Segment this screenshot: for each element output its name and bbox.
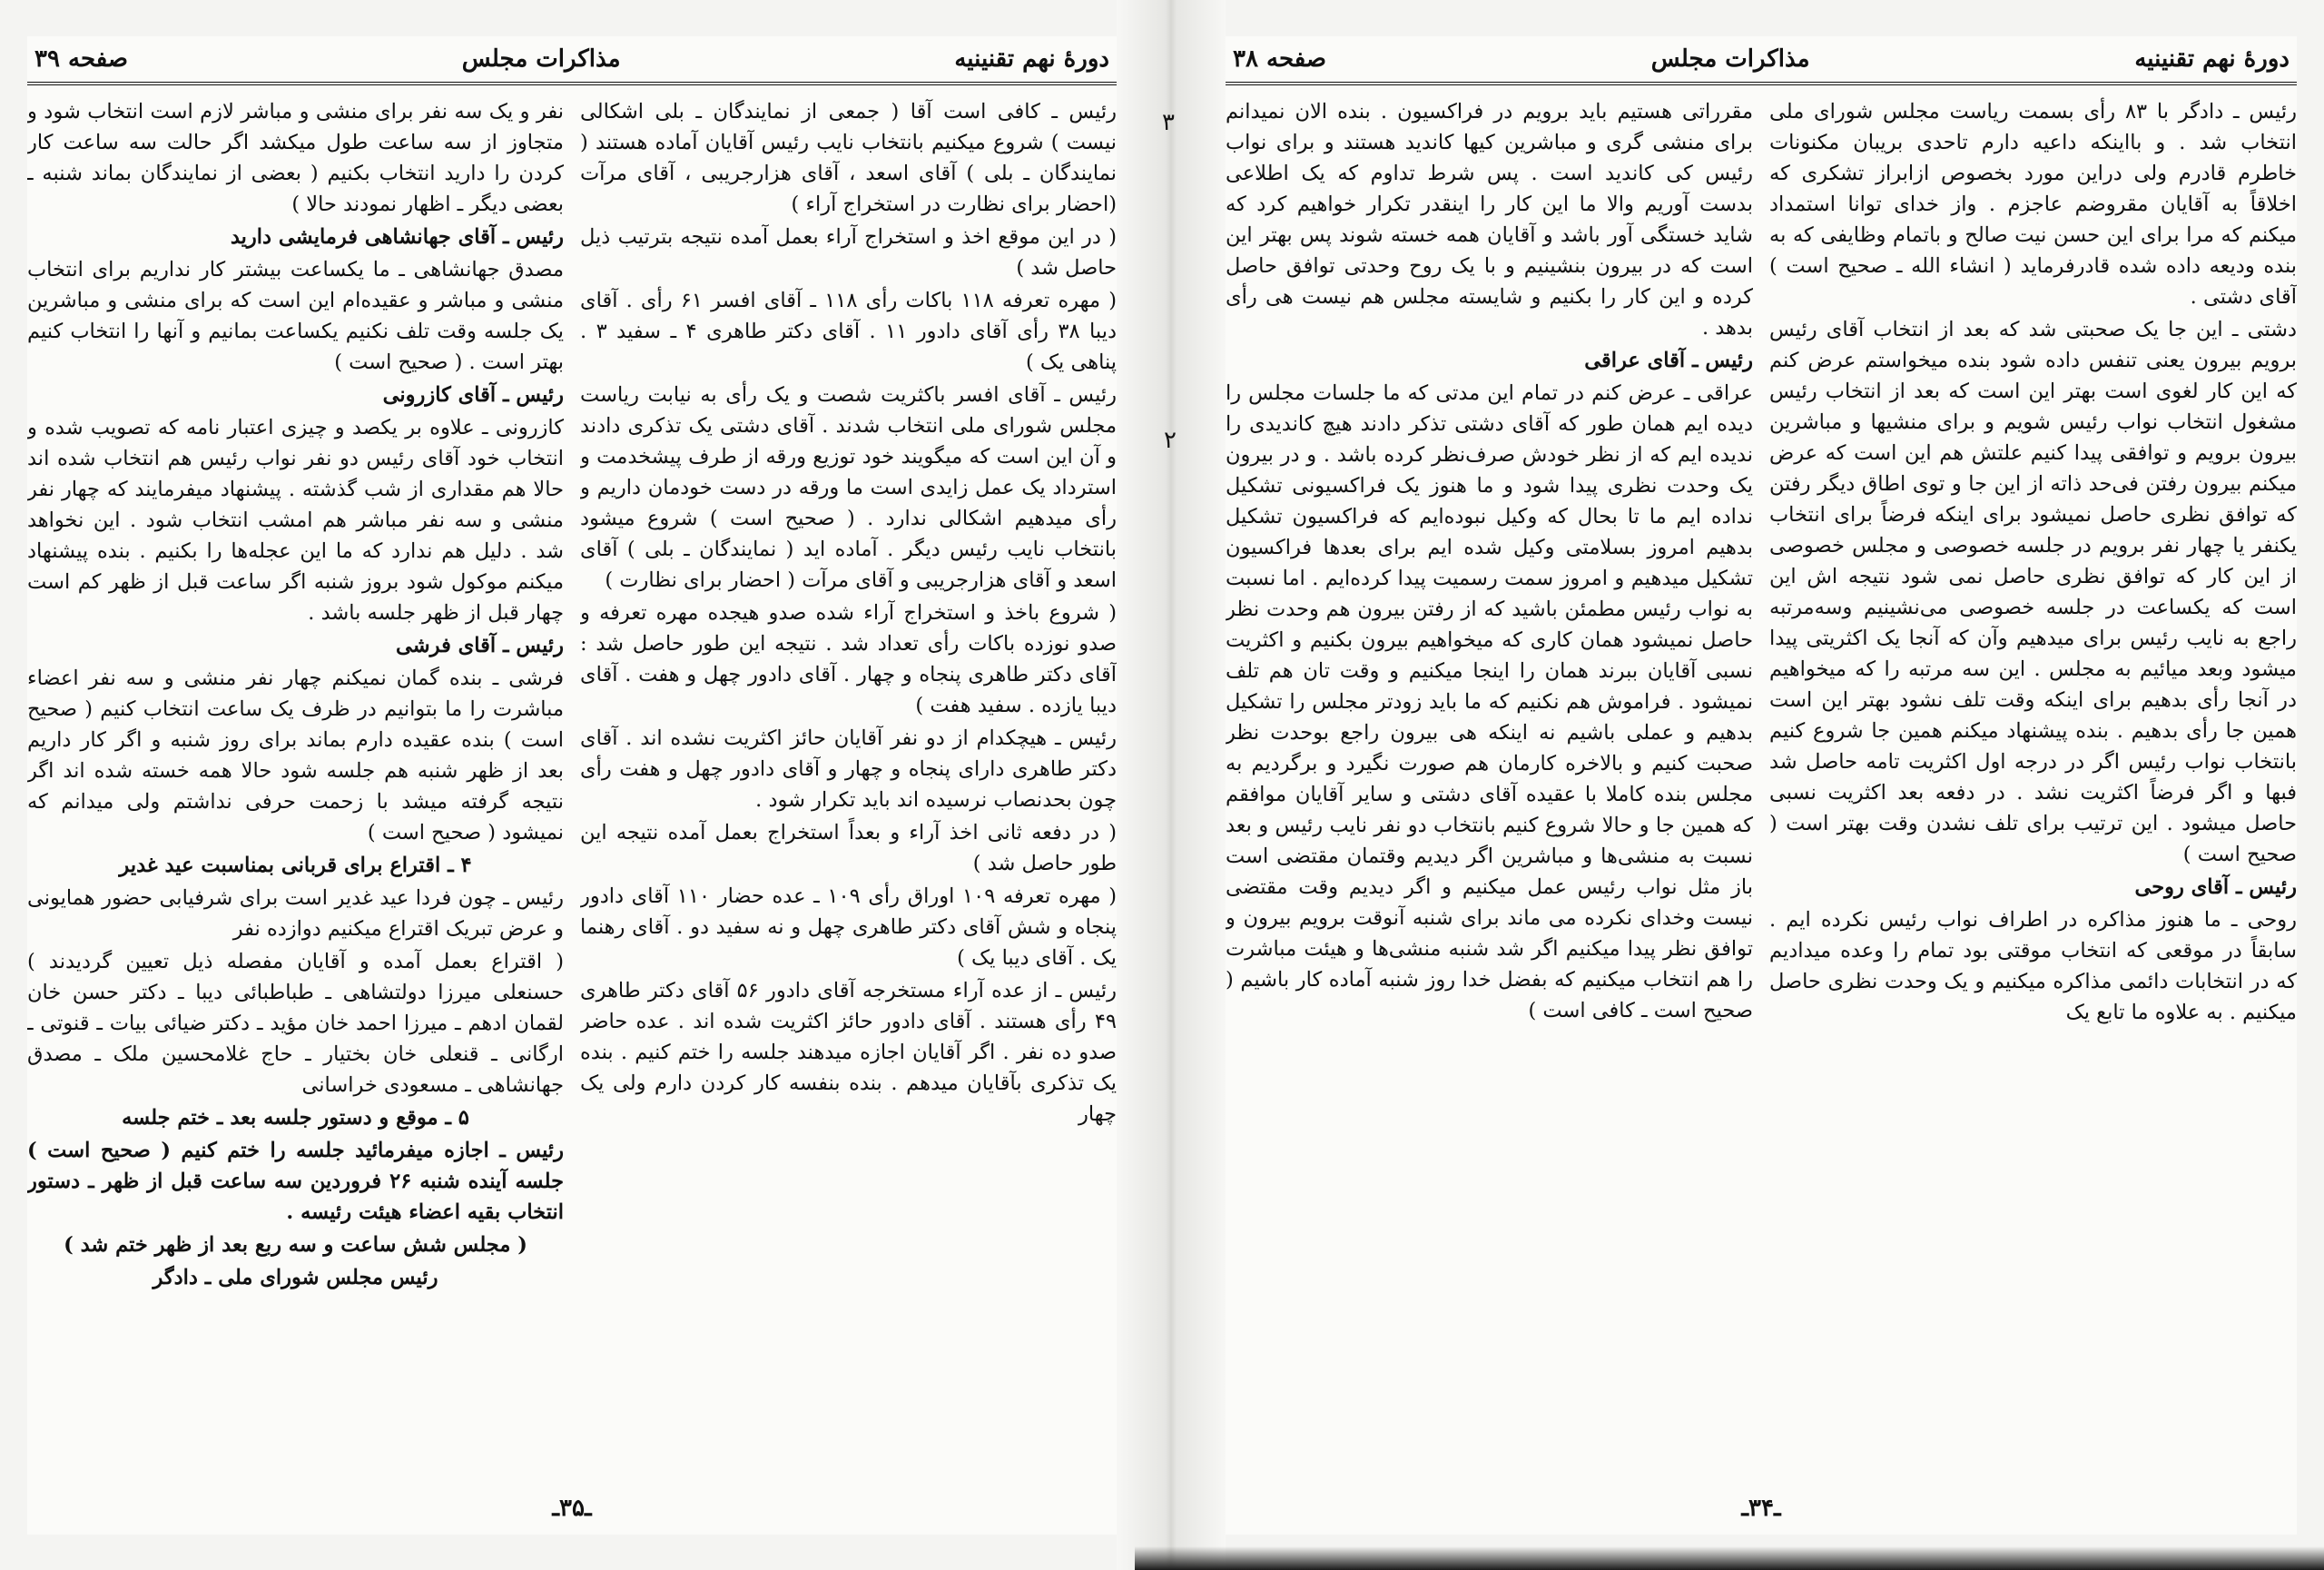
speaker-line: رئیس ـ آقای جهانشاهی فرمایشی دارید — [230, 225, 564, 249]
paragraph: ( شروع باخذ و استخراج آراء شده صدو هیجده مهره تعرفه و صدو نوزده باکات رأی تعداد شد . نتیجه این طور حاصل شد : آقای دکتر طاهری پنجاه و چهار . آقای دادور چهل و هفت . آقای دیبا یازده . سفید هفت ) — [580, 601, 1117, 717]
header-volume: دورهٔ نهم تقنینیه — [954, 45, 1109, 73]
paragraph: رئیس ـ اجازه میفرمائید جلسه را ختم کنیم ( صحیح است ) جلسه آینده شنبه ۲۶ فروردین سه ساعت قبل از ظهر ـ دستور انتخاب بقیه اعضاء هیئت رئیسه . — [27, 1139, 564, 1224]
paragraph: دشتی ـ این جا یک صحبتی شد که بعد از انتخاب آقای رئیس برویم بیرون یعنی تنفس داده شود بنده میخواستم عرض کنم که این کار لغوی است بهتر این است که بعد از انتخاب رئیس مشغول انتخاب نواب رئیس شویم و برای منشیها و مباشرین بیرون برویم و توافقی پیدا کنیم علتش هم این است که عرض میکنم بیرون رفتن فی‌حد ذاته از این جا و توی اطاق دیگر رفتن که توافق نظری حاصل نمیشود برای اینکه فرضاً برای انتخاب یکنفر یا چهار نفر برویم در جلسه خصوصی و مجلس خصوصی از این کار که توافق نظری حاصل نمی شود نتیجه اش این است که یکساعت در جلسه خصوصی می‌نشینیم وسه‌مرتبه راجع به نایب رئیس برای میدهیم وآن که آنجا یک اکثریتی پیدا میشود وبعد میائیم به مجلس . این سه مرتبه را که میخواهیم در آنجا رأی بدهیم برای اینکه وقت تلف نشود بهتر این است همین جا رأی بدهیم . بنده پیشنهاد میکنم همین جا شروع کنیم بانتخاب نواب رئیس اگر در درجه اول اکثریت تامه حاصل شد فبها و اگر فرضاً اکثریت نشد . در دفعه بعد اکثریت نسبی حاصل میشود . این ترتیب برای تلف نشدن وقت بهتر است ( صحیح است ) — [1769, 318, 2297, 866]
page-header — [27, 36, 1117, 85]
paragraph: ( در دفعه ثانی اخذ آراء و بعداً استخراج بعمل آمده نتیجه این طور حاصل شد ) — [580, 821, 1117, 875]
paragraph: روحی ـ ما هنوز مذاکره در اطراف نواب رئیس نکرده ایم . سابقاً در موقعی که انتخاب موقتی بود تمام را وعده میدادیم که در انتخابات دائمی مذاکره میکنیم و یک وحدت نظری حاصل میکنیم . به علاوه ما تابع یک — [1769, 908, 2297, 1024]
paragraph: رئیس ـ از عده آراء مستخرجه آقای دادور ۵۶ آقای دکتر طاهری ۴۹ رأی هستند . آقای دادور حائز اکثریت شده اند . عده حاضر صدو ده نفر . اگر آقایان اجازه میدهند جلسه را ختم کنیم . بنده یک تذکری بآقایان میدهم . بنده بنفسه کار کردن دارم ولی یک چهار — [580, 979, 1117, 1126]
paragraph: فرشی ـ بنده گمان نمیکنم چهار نفر منشی و سه نفر اعضاء مباشرت را ما بتوانیم در ظرف یک ساعت انتخاب کنیم ( صحیح است ) بنده عقیده دارم بماند برای روز شنبه و اگر کار داریم بعد از ظهر شنبه هم جلسه شود حالا همه خسته شده اند اگر نتیجه گرفته میشد با زحمت حرفی نداشتم ولی میدانم که نمیشود ( صحیح است ) — [27, 667, 564, 844]
paragraph: ( مهره تعرفه ۱۱۸ باکات رأی ۱۱۸ ـ آقای افسر ۶۱ رأی . آقای دیبا ۳۸ رأی آقای دادور ۱۱ . آقای دکتر طاهری ۴ ـ سفید ۳ . پناهی یک ) — [580, 289, 1117, 374]
paragraph: مصدق جهانشاهی ـ ما یکساعت بیشتر کار نداریم برای انتخاب منشی و مباشر و عقیده‌ام این است که برای منشی و مباشرین یک جلسه وقت تلف نکنیم یکساعت بمانیم و آنها را انتخاب کنیم بهتر است . ( صحیح است ) — [27, 258, 564, 374]
page-footer-number: ـ۳۴ـ — [1741, 1495, 1781, 1522]
speaker-line: رئیس ـ آقای عراقی — [1584, 349, 1753, 372]
section-heading: ۵ ـ موقع و دستور جلسه بعد ـ ختم جلسه — [122, 1106, 469, 1130]
page-header — [1226, 36, 2297, 85]
paragraph: ( در این موقع اخذ و استخراج آراء بعمل آمده نتیجه بترتیب ذیل حاصل شد ) — [580, 225, 1117, 280]
book-gutter — [1117, 0, 1226, 1570]
paragraph: مقرراتی هستیم باید برویم در فراکسیون . بنده الان نمیدانم برای منشی گری و مباشرین کیها کاندید هستند و برای نواب رئیس کی کاندید است . پس شرط تداوم که یک اطلاعی بدست آوریم والا ما این کار را اینقدر تکرار خواهیم کرد که شاید خستگی آور باشد و آقایان همه خسته شوند پس بهتر این است که در بیرون بنشینیم و با یک روح وحدتی توافق حاصل کرده و این کار را بکنیم و شایسته مجلس هم نیست هی رأی بدهد . — [1226, 100, 1753, 340]
paragraph: رئیس ـ هیچکدام از دو نفر آقایان حائز اکثریت نشده اند . آقای دکتر طاهری دارای پنجاه و چهار و آقای دادور چهل و هفت رأی چون بحدنصاب نرسیده اند باید تکرار شود . — [580, 726, 1117, 812]
left-page — [27, 36, 1117, 1535]
speaker-line: رئیس ـ آقای روحی — [2134, 875, 2297, 899]
signature-line: رئیس مجلس شورای ملی ـ دادگر — [153, 1266, 438, 1289]
paragraph: نفر و یک سه نفر برای منشی و مباشر لازم است انتخاب شود و متجاوز از سه ساعت طول میکشد اگر حالت سه ساعت کار کردن را دارید انتخاب بکنیم ( بعضی از نمایندگان بماند شنبه ـ بعضی دیگر ـ اظهار نمودند حالا ) — [27, 100, 564, 216]
section-heading: ۴ ـ اقتراع برای قربانی بمناسبت عید غدیر — [119, 854, 472, 877]
paragraph: کازرونی ـ علاوه بر یکصد و چیزی اعتبار نامه که تصویب شده و انتخاب خود آقای رئیس دو نفر نواب رئیس هم انتخاب شده اند حالا هم مقداری از شب گذشته . پیشنهاد میفرمایند که چهار نفر منشی و سه نفر مباشر هم امشب انتخاب شود . این نخواهد شد . دلیل هم ندارد که ما این عجله‌ها را بکنیم . بنده پیشنهاد میکنم موکول شود بروز شنبه اگر ساعت قبل از ظهر کم است چهار قبل از ظهر جلسه باشد . — [27, 416, 564, 625]
scan-shadow — [1135, 1546, 2324, 1570]
paragraph: رئیس ـ کافی است آقا ( جمعی از نمایندگان ـ بلی اشکالی نیست ) شروع میکنیم بانتخاب نایب رئیس آقایان آماده هستند ( نمایندگان ـ بلی ) آقای اسعد ، آقای هزارجریبی ، آقای مرآت (احضار برای نظارت در استخراج آراء ) — [580, 100, 1117, 216]
page-footer-number: ـ۳۵ـ — [552, 1495, 592, 1522]
header-title: مذاکرات مجلس — [1650, 45, 1810, 73]
paragraph: رئیس ـ آقای افسر باکثریت شصت و یک رأی به نیابت ریاست مجلس شورای ملی انتخاب شدند . آقای دشتی یک تذکری دادند و آن این است که میگویند خود توزیع ورقه از طرف پیشخدمت و استرداد یک عمل زایدی است ما ورقه در دست خودمان داریم و رأی میدهیم اشکالی ندارد . ( صحیح است ) شروع میشود بانتخاب نایب رئیس دیگر . آماده اید ( نمایندگان ـ بلی ) آقای اسعد و آقای هزارجریبی و آقای مرآت ( احضار برای نظارت ) — [580, 383, 1117, 592]
column-left — [1226, 96, 1753, 1482]
text-columns — [1226, 96, 2297, 1482]
speaker-line: رئیس ـ آقای کازرونی — [382, 383, 564, 407]
header-page-number: صفحه ۳۸ — [1233, 45, 1326, 73]
paragraph: عراقی ـ عرض کنم در تمام این مدتی که ما جلسات مجلس را دیده ایم همان طور که آقای دشتی تذکر دادند هیچ کاندیدی را ندیده ایم که از نظر خودش صرف‌نظر کرده باشد . و در بیرون یک وحدت نظری پیدا شود و ما هنوز یک فراکسیونی تشکیل نداده ایم ما تا بحال که وکیل نبوده‌ایم که فراکسیون تشکیل بدهیم امروز بسلامتی وکیل شده ایم برای بعدها فراکسیون تشکیل میدهیم و امروز سمت رسمیت پیدا کرده‌ایم . اما نسبت به نواب رئیس مطمئن باشید که از رفتن بیرون هم وحدت نظر حاصل نمیشود همان کاری که میخواهیم بیرون بکنیم و اکثریت نسبی آقایان ببرند همان را اینجا میکنیم و وقت تان هم تلف نمیشود . فراموش هم نکنیم که ما باید زودتر مجلس را تشکیل بدهیم و عملی باشیم نه اینکه هی بیرون راجع بوحدت نظر صحبت کنیم و بالاخره کارمان هم صورت نگیرد و برگردیم به مجلس بنده کاملا با عقیده آقای دشتی و سایر آقایان موافقم که همین جا و حالا شروع کنیم بانتخاب دو نفر نایب رئیس و بعد نسبت به منشی‌ها و مباشرین اگر دیدیم وقتمان مقتضی است باز مثل نواب رئیس عمل میکنیم و اگر دیدیم وقت مقتضی نیست وخدای نکرده می ماند برای شنبه آنوقت برویم بیرون و توافق نظر پیدا میکنیم اگر شد شنبه منشی‌ها و هیئت مباشرت را هم انتخاب میکنیم که بفضل خدا روز شنبه آماده کار باشیم ( صحیح است ـ کافی است ) — [1226, 381, 1753, 1022]
text-columns — [27, 96, 1117, 1482]
paragraph: ( اقتراع بعمل آمده و آقایان مفصله ذیل تعیین گردیدند ) حسنعلی میرزا دولتشاهی ـ طباطبائی دیبا ـ دکتر حسن خان لقمان ادهم ـ میرزا احمد خان مؤید ـ دکتر ضیائی بیات ـ قنوتی ـ ارگانی ـ قنعلی خان بختیار ـ حاج غلامحسین ملک ـ مصدق جهانشاهی ـ مسعودی خراسانی — [27, 950, 564, 1097]
paragraph: رئیس ـ دادگر با ۸۳ رأی بسمت ریاست مجلس شورای ملی انتخاب شد . و بااینکه داعیه دارم تاحدی بریبان مکنونات خاطرم قادرم ولی دراین مورد بخصوص ازابراز تشکری که اخلاقاً به آقایان مقروضم عاجزم . واز خدای توانا استمداد میکنم که مرا برای این حسن نیت صالح و باتمام وظایفی که به بنده ودیعه داده شده قادرفرماید ( انشاء الله ـ صحیح است ) آقای دشتی . — [1769, 100, 2297, 309]
margin-mark: ۲ — [1164, 427, 1177, 454]
paragraph: رئیس ـ چون فردا عید غدیر است برای شرفیابی حضور همایونی و عرض تبریک اقتراع میکنیم دوازده نفر — [27, 886, 564, 941]
header-page-number: صفحه ۳۹ — [34, 45, 128, 73]
margin-mark: ۳ — [1162, 109, 1175, 136]
header-title: مذاکرات مجلس — [461, 45, 621, 73]
speaker-line: رئیس ـ آقای فرشی — [396, 634, 564, 657]
column-right — [580, 96, 1117, 1482]
header-volume: دورهٔ نهم تقنینیه — [2134, 45, 2290, 73]
paragraph: ( مهره تعرفه ۱۰۹ اوراق رأی ۱۰۹ ـ عده حضار ۱۱۰ آقای دادور پنجاه و شش آقای دکتر طاهری چهل و نه سفید دو . آقای رهنما یک . آقای دیبا یک ) — [580, 884, 1117, 970]
column-right — [1769, 96, 2297, 1482]
column-left — [27, 96, 564, 1482]
closing-line: ( مجلس شش ساعت و سه ربع بعد از ظهر ختم شد ) — [64, 1233, 527, 1257]
right-page — [1226, 36, 2297, 1535]
